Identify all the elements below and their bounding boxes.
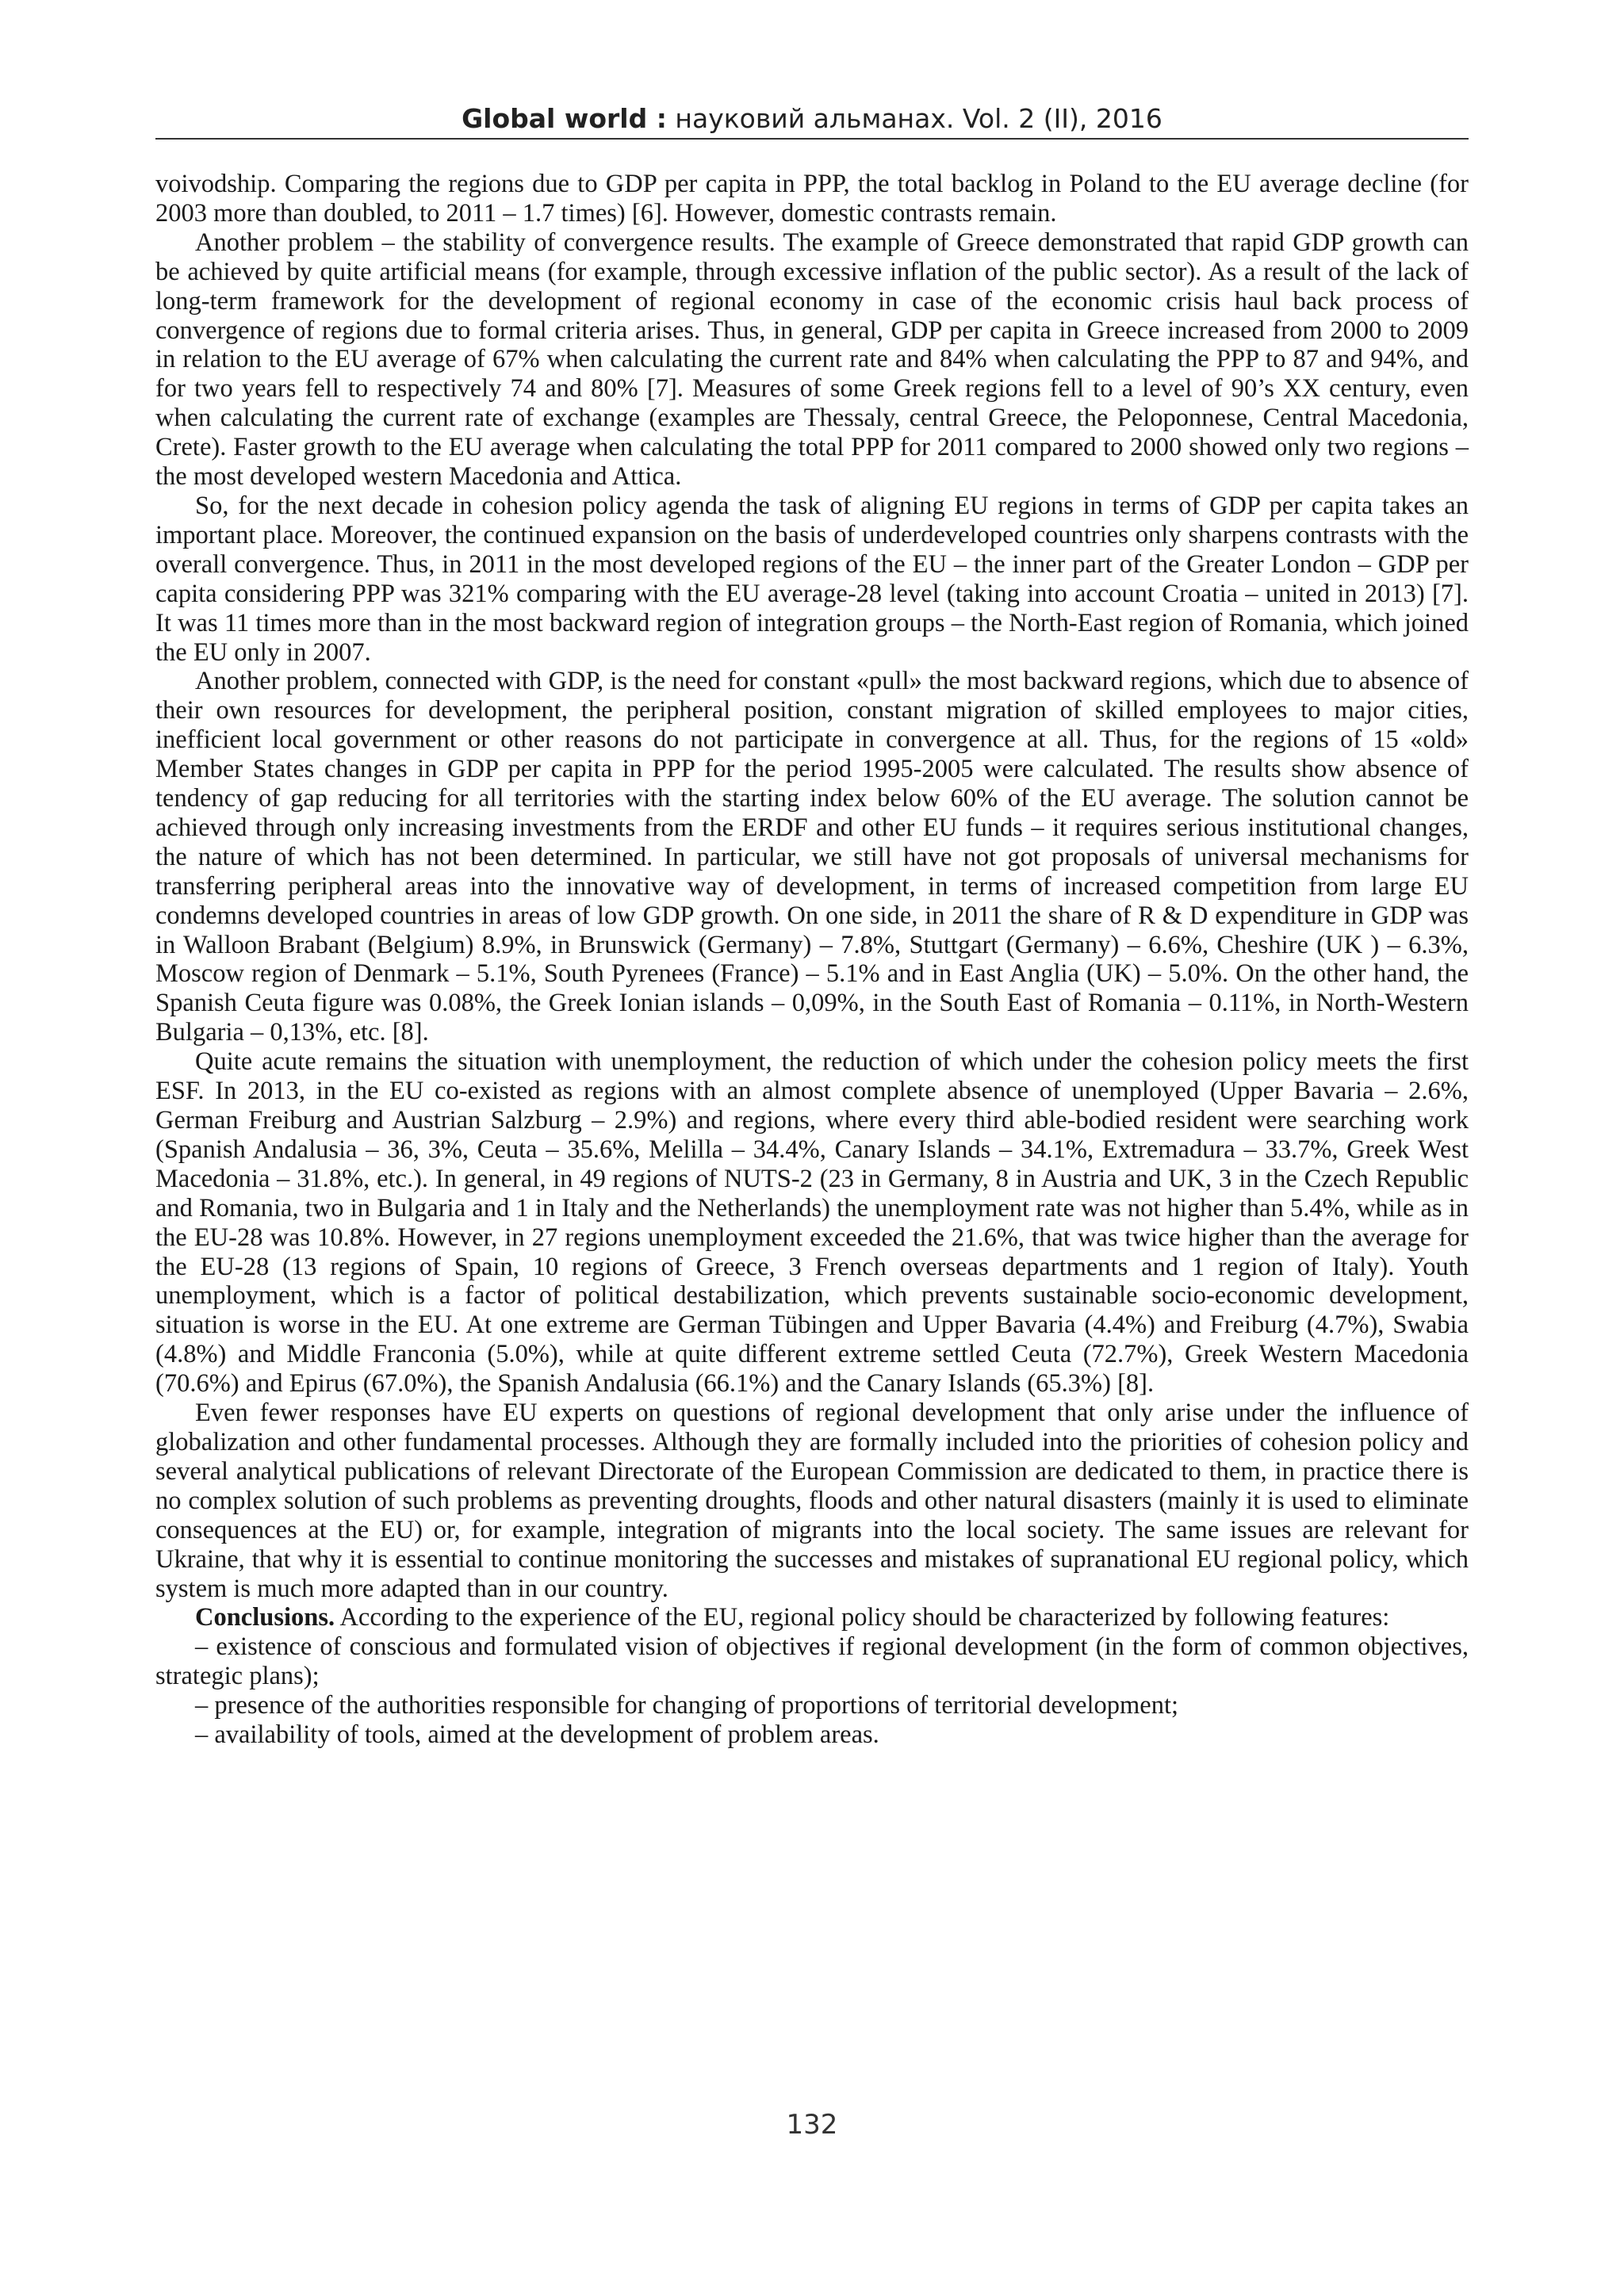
paragraph-continuation: voivodship. Comparing the regions due to GDP per capita in PPP, the total backlog in Poland to the EU average decline (for 2003 more than doubled, to 2011 – 1.7 times) [6]. However, domestic contrasts remain. [155,170,1469,228]
paragraph-globalization: Even fewer responses have EU experts on questions of regional development that only arise under the influence of globalization and other fundamental processes. Although they are formally included into the priorities of cohesion policy and several analytical publications of relevant Directorate of the European Commission are dedicated to them, in practice there is no complex solution of such problems as preventing droughts, floods and other natural disasters (mainly it is used to eliminate consequences at the EU) or, for example, integration of migrants into the local society. The same issues are relevant for Ukraine, that why it is essential to continue monitoring the successes and mistakes of supranational EU regional policy, which system is much more adapted than in our country. [155,1399,1469,1603]
list-item: – existence of conscious and formulated vision of objectives if regional development (in the form of common objectives, strategic plans); [155,1632,1469,1691]
paragraph-convergence-stability: Another problem – the stability of convergence results. The example of Greece demonstrated that rapid GDP growth can be achieved by quite artificial means (for example, through excessive inflation of the public sector). As a result of the lack of long-term framework for the development of regional economy in case of the economic crisis haul back process of convergence of regions due to formal criteria arises. Thus, in general, GDP per capita in Greece increased from 2000 to 2009 in relation to the EU average of 67% when calculating the current rate and 84% when calculating the PPP to 87 and 94%, and for two years fell to respectively 74 and 80% [7]. Measures of some Greek regions fell to a level of 90’s XX century, even when calculating the current rate of exchange (examples are Thessaly, central Greece, the Peloponnese, Central Macedonia, Crete). Faster growth to the EU average when calculating the total PPP for 2011 compared to 2000 showed only two regions – the most developed western Macedonia and Attica. [155,228,1469,492]
header-rule [155,138,1469,140]
paragraph-gdp-alignment: So, for the next decade in cohesion policy agenda the task of aligning EU regions in terms of GDP per capita takes an important place. Moreover, the continued expansion on the basis of underdeveloped countries only sharpens contrasts with the overall convergence. Thus, in 2011 in the most developed regions of the EU – the inner part of the Greater London – GDP per capita considering PPP was 321% comparing with the EU average-28 level (taking into account Croatia – united in 2013) [7]. It was 11 times more than in the most backward region of integration groups – the North-East region of Romania, which joined the EU only in 2007. [155,491,1469,667]
running-header [155,101,1469,136]
conclusions-text: According to the experience of the EU, regional policy should be characterized by following features: [335,1603,1390,1632]
journal-title: Global world : [462,103,667,134]
page-number: 132 [786,2109,838,2141]
paragraph-conclusions [155,1603,1469,1632]
list-item: – presence of the authorities responsible for changing of proportions of territorial development; [195,1691,1179,1720]
paragraph-backward-regions: Another problem, connected with GDP, is the need for constant «pull» the most backward regions, which due to absence of their own resources for development, the peripheral position, constant migration of skilled employees to major cities, inefficient local government or other reasons do not participate in convergence at all. Thus, for the regions of 15 «old» Member States changes in GDP per capita in PPP for the period 1995-2005 were calculated. The results show absence of tendency of gap reducing for all territories with the starting index below 60% of the EU average. The solution cannot be achieved through only increasing investments from the ERDF and other EU funds – it requires serious institutional changes, the nature of which has not been determined. In particular, we still have not got proposals of universal mechanisms for transferring peripheral areas into the innovative way of development, in terms of increased competition from large EU condemns developed countries in areas of low GDP growth. On one side, in 2011 the share of R & D expenditure in GDP was in Walloon Brabant (Belgium) 8.9%, in Brunswick (Germany) – 7.8%, Stuttgart (Germany) – 6.6%, Cheshire (UK ) – 6.3%, Moscow region of Denmark – 5.1%, South Pyrenees (France) – 5.1% and in East Anglia (UK) – 5.0%. On the other hand, the Spanish Ceuta figure was 0.08%, the Greek Ionian islands – 0,09%, in the South East of Romania – 0.11%, in North-Western Bulgaria – 0,13%, etc. [8]. [155,667,1469,1047]
conclusions-heading: Conclusions. [195,1603,335,1632]
paragraph-unemployment: Quite acute remains the situation with unemployment, the reduction of which under the cohesion policy meets the first ESF. In 2013, in the EU co-existed as regions with an almost complete absence of unemployed (Upper Bavaria – 2.6%, German Freiburg and Austrian Salzburg – 2.9%) and regions, where every third able-bodied resident were searching work (Spanish Andalusia – 36, 3%, Ceuta – 35.6%, Melilla – 34.4%, Canary Islands – 34.1%, Extremadura – 33.7%, Greek West Macedonia – 31.8%, etc.). In general, in 49 regions of NUTS-2 (23 in Germany, 8 in Austria and UK, 3 in the Czech Republic and Romania, two in Bulgaria and 1 in Italy and the Netherlands) the unemployment rate was not higher than 5.4%, while as in the EU-28 was 10.8%. However, in 27 regions unemployment exceeded the 21.6%, that was twice higher than the average for the EU-28 (13 regions of Spain, 10 regions of Greece, 3 French overseas departments and 1 region of Italy). Youth unemployment, which is a factor of political destabilization, which prevents sustainable socio-economic development, situation is worse in the EU. At one extreme are German Tübingen and Upper Bavaria (4.4%) and Freiburg (4.7%), Swabia (4.8%) and Middle Franconia (5.0%), while at quite different extreme settled Ceuta (72.7%), Greek Western Macedonia (70.6%) and Epirus (67.0%), the Spanish Andalusia (66.1%) and the Canary Islands (65.3%) [8]. [155,1047,1469,1399]
list-item: – availability of tools, aimed at the development of problem areas. [195,1720,879,1750]
journal-volume: науковий альманах. Vol. 2 (II), 2016 [666,103,1162,134]
article-body [155,170,1469,1750]
